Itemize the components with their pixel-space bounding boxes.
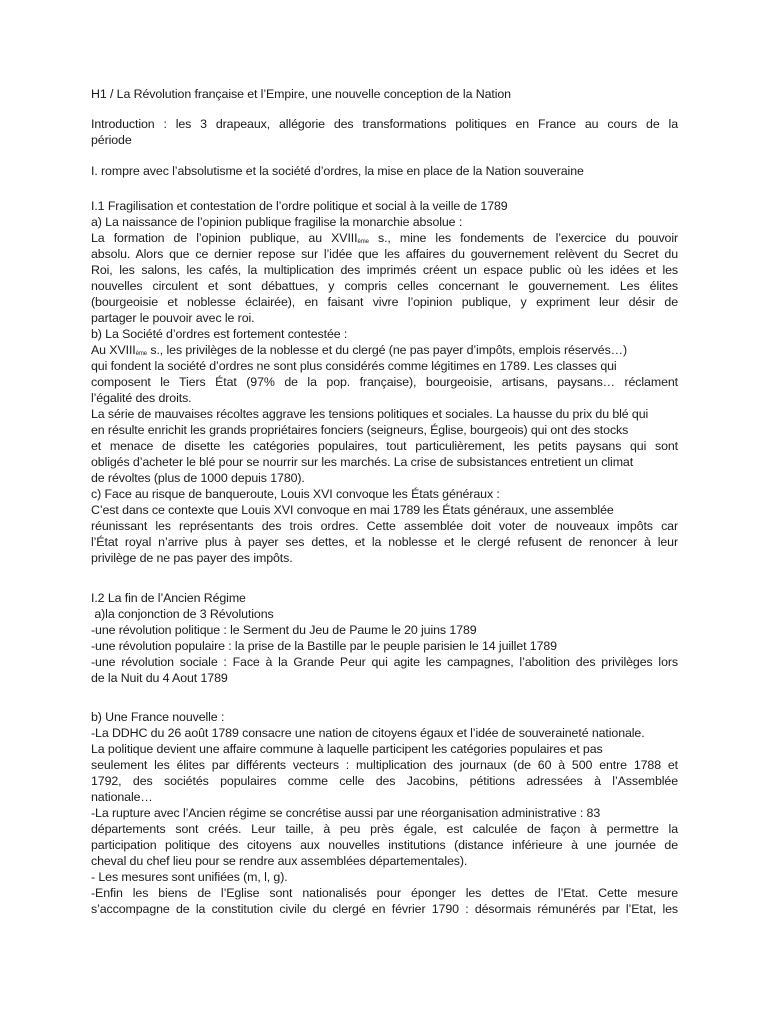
introduction [91, 116, 678, 148]
paragraph-line: La formation de l’opinion publique, au XVIIIème s., mine les fondements de l’exercice du pouvoir [91, 231, 679, 245]
paragraph-line: privilège de ne pas payer des impôts. [91, 551, 293, 565]
list-item: de la Nuit du 4 Aout 1789 [91, 671, 228, 685]
paragraph-line: -Enfin les biens de l’Eglise sont nationalisés pour éponger les dettes de l’Etat. Cette mesure [91, 886, 678, 900]
paragraph-line: qui fondent la société d’ordres ne sont plus considérés comme légitimes en 1789. Les classes qui [91, 359, 617, 373]
paragraph-line: absolu. Alors que ce dernier repose sur l’idée que les affaires du gouvernement relèvent du Secret du [91, 247, 678, 261]
paragraph-line: C’est dans ce contexte que Louis XVI convoque en mai 1789 les États généraux, une assemblée [91, 503, 614, 517]
subsection-a-heading: a)la conjonction de 3 Révolutions [91, 607, 274, 621]
paragraph-line: l’égalité des droits. [91, 391, 192, 405]
paragraph-line: en résulte enrichit les grands propriétaires fonciers (seigneurs, Église, bourgeois) qui ont des stocks [91, 423, 629, 437]
subsection-a-heading: a) La naissance de l’opinion publique fragilise la monarchie absolue : [91, 215, 463, 229]
paragraph-line: La série de mauvaises récoltes aggrave les tensions politiques et sociales. La hausse du prix du blé qui [91, 407, 649, 421]
list-item: -une révolution populaire : la prise de la Bastille par le peuple parisien le 14 juillet 1789 [91, 639, 557, 653]
paragraph-line: l’État royal n’arrive plus à payer ses dettes, et la noblesse et le clergé refusent de renoncer à leur [91, 535, 678, 549]
list-item: -une révolution sociale : Face à la Grande Peur qui agite les campagnes, l’abolition des privilèges lors [91, 655, 678, 669]
paragraph-line: départements sont créés. Leur taille, à peu près égale, est calculée de façon à permettre la [91, 822, 678, 836]
paragraph-line: -La rupture avec l’Ancien régime se concrétise aussi par une réorganisation administrative : 83 [91, 806, 601, 820]
list-item: -une révolution politique : le Serment du Jeu de Paume le 20 juins 1789 [91, 623, 477, 637]
paragraph-line: (bourgeoisie et noblesse éclairée), en faisant vivre l’opinion publique, y expriment leur désir de [91, 295, 678, 309]
paragraph-line: La politique devient une affaire commune à laquelle participent les catégories populaires et pas [91, 742, 603, 756]
section-1-1 [91, 198, 678, 566]
paragraph-line: Roi, les salons, les cafés, la multiplication des imprimés créent un espace public où les idées et les [91, 263, 678, 277]
section-1-2-heading: I.2 La fin de l’Ancien Régime [91, 591, 246, 605]
paragraph-line: - Les mesures sont unifiées (m, l, g). [91, 870, 288, 884]
paragraph-line: Au XVIIIème s., les privilèges de la noblesse et du clergé (ne pas payer d’impôts, emplois réservés…) [91, 343, 628, 357]
document-title: H1 / La Révolution française et l’Empire, une nouvelle conception de la Nation [91, 87, 511, 101]
paragraph-line: nationale… [91, 790, 153, 804]
paragraph-line: de révoltes (plus de 1000 depuis 1780). [91, 471, 305, 485]
subsection-b-heading: b) Une France nouvelle : [91, 710, 225, 724]
paragraph-line: partager le pouvoir avec le roi. [91, 311, 255, 325]
paragraph-line: s’accompagne de la constitution civile du clergé en février 1790 : désormais rémunérés par l’Etat, les [91, 902, 678, 916]
section-1-1-heading: I.1 Fragilisation et contestation de l’ordre politique et social à la veille de 1789 [91, 199, 508, 213]
paragraph-line: -La DDHC du 26 août 1789 consacre une nation de citoyens égaux et l’idée de souveraineté nationale. [91, 726, 645, 740]
paragraph-line: 1792, des sociétés populaires comme celle des Jacobins, pétitions adressées à l’Assemblée [91, 774, 678, 788]
intro-line-1: Introduction : les 3 drapeaux, allégorie des transformations politiques en France au cours de la [91, 117, 678, 131]
paragraph-line: participation politique des citoyens aux nouvelles institutions (distance inférieure à une journée de [91, 838, 678, 852]
section-1-2 [91, 590, 678, 917]
intro-line-2: période [91, 133, 132, 147]
paragraph-line: seulement les élites par différents vecteurs : multiplication des journaux (de 60 à 500 entre 1788 et [91, 758, 678, 772]
subsection-b-heading: b) La Société d’ordres est fortement contestée : [91, 327, 348, 341]
subsection-c-heading: c) Face au risque de banqueroute, Louis XVI convoque les États généraux : [91, 487, 500, 501]
paragraph-line: nouvelles circulent et sont débattues, y compris celles concernant le gouvernement. Les élites [91, 279, 678, 293]
paragraph-line: composent le Tiers État (97% de la pop. française), bourgeoisie, artisans, paysans… réclament [91, 375, 678, 389]
paragraph-line: réunissant les représentants des trois ordres. Cette assemblée doit voter de nouveaux impôts car [91, 519, 678, 533]
paragraph-line: et menace de disette les catégories populaires, tout particulièrement, les petits paysans qui sont [91, 439, 678, 453]
paragraph-line: obligés d’acheter le blé pour se nourrir sur les marchés. La crise de subsistances entretient un climat [91, 455, 634, 469]
paragraph-line: cheval du chef lieu pour se rendre aux assemblées départementales). [91, 854, 468, 868]
part-1-heading: I. rompre avec l’absolutisme et la société d’ordres, la mise en place de la Nation souveraine [91, 164, 584, 178]
